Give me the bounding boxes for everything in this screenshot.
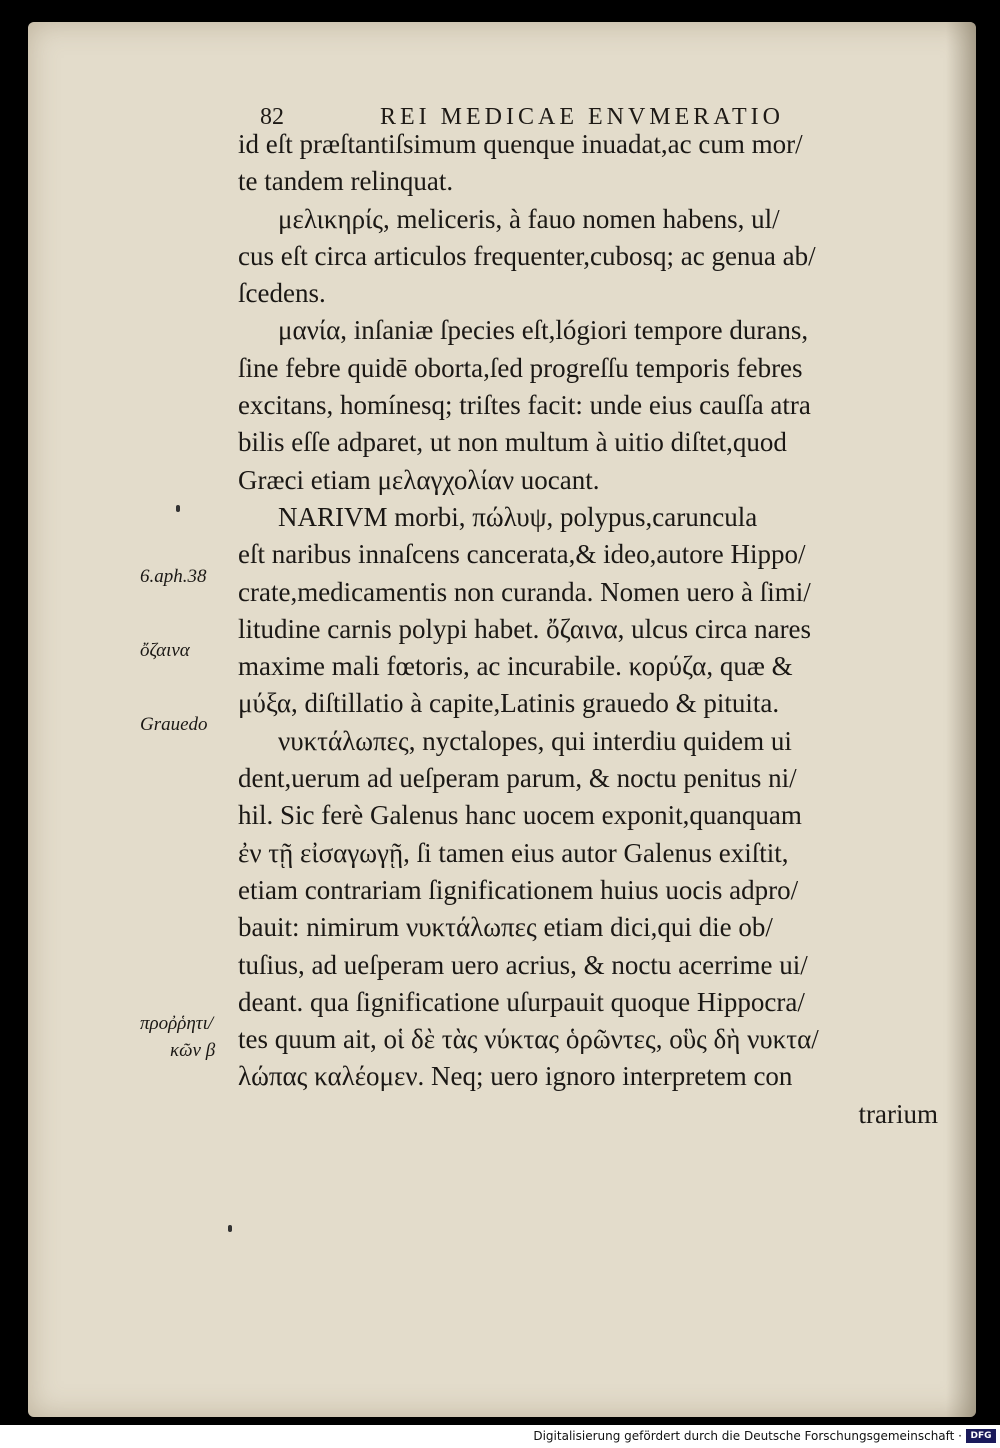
text-line: ſcedens.: [238, 278, 326, 309]
margin-note: 6.aph.38: [140, 566, 207, 587]
text-line: μύξα, diſtillatio à capite,Latinis grauedo & pituita.: [238, 688, 780, 719]
text-line: litudine carnis polypi habet. ὄζαινα, ulcus circa nares: [238, 613, 812, 644]
text-line: bauit: nimirum νυκτάλωπες etiam dici,qui die ob/: [238, 912, 773, 943]
text-line: eſt naribus innaſcens cancerata,& ideo,autore Hippo/: [238, 539, 806, 570]
text-line: deant. qua ſignificatione uſurpauit quoque Hippocra/: [238, 986, 805, 1017]
dfg-logo-icon: DFG: [966, 1429, 996, 1443]
page-gutter-shadow: [946, 22, 976, 1417]
text-line: cus eſt circa articulos frequenter,cubosq; ac genua ab/: [238, 240, 816, 271]
text-line: ἐν τῇ εἰσαγωγῇ, ſi tamen eius autor Galenus exiſtit,: [238, 837, 789, 868]
digitization-footer: [0, 1425, 1000, 1448]
ink-speck: [228, 1225, 232, 1232]
footer-credit: Digitalisierung gefördert durch die Deutsche Forschungsgemeinschaft ·: [533, 1429, 962, 1443]
page-number: 82: [260, 104, 284, 130]
margin-note: Grauedo: [140, 714, 208, 735]
text-line: excitans, homínesq; triſtes facit: unde eius cauſſa atra: [238, 390, 811, 421]
ink-speck: [176, 505, 180, 512]
text-line: etiam contrariam ſignificationem huius uocis adpro/: [238, 874, 799, 905]
text-line: NARIVM morbi, πώλυψ, polypus,caruncula: [278, 501, 758, 532]
text-line: λώπας καλέομεν. Neq; uero ignoro interpretem con: [238, 1061, 793, 1092]
text-line: Græci etiam μελαγχολίαν uocant.: [238, 464, 600, 495]
text-line: id eſt præſtantiſsimum quenque inuadat,ac cum mor/: [238, 129, 803, 159]
text-line: tes quum ait, οἱ δὲ τὰς νύκτας ὁρῶντες, οὓς δὴ νυκτα/: [238, 1024, 819, 1055]
text-line: tuſius, ad ueſperam uero acrius, & noctu acerrime ui/: [238, 949, 808, 980]
text-line: te tandem relinquat.: [238, 166, 454, 197]
text-line: maxime mali fœtoris, ac incurabile. κορύζα, quæ &: [238, 651, 793, 682]
text-line: bilis eſſe adparet, ut non multum à uitio diſtet,quod: [238, 427, 787, 458]
text-line: dent,uerum ad ueſperam parum, & noctu penitus ni/: [238, 763, 797, 794]
margin-note: ὄζαινα: [140, 640, 190, 661]
text-line: ſine febre quidē oborta,ſed progreſſu temporis febres: [238, 352, 803, 383]
text-block: [238, 126, 938, 1133]
text-line: hil. Sic ferè Galenus hanc uocem exponit,quanquam: [238, 800, 802, 831]
margin-note: προῤῥητι/: [140, 1013, 214, 1034]
text-line: μανία, inſaniæ ſpecies eſt,lógiori tempore durans,: [278, 315, 809, 346]
text-line: μελικηρίς, meliceris, à fauo nomen habens, ul/: [278, 203, 780, 234]
catchword: trarium: [858, 1098, 938, 1129]
margin-note: κῶν β: [170, 1040, 216, 1061]
running-title: REI MEDICAE ENVMERATIO: [380, 104, 784, 130]
text-line: νυκτάλωπες, nyctalopes, qui interdiu quidem ui: [278, 725, 792, 756]
text-line: crate,medicamentis non curanda. Nomen uero à ſimi/: [238, 576, 811, 607]
